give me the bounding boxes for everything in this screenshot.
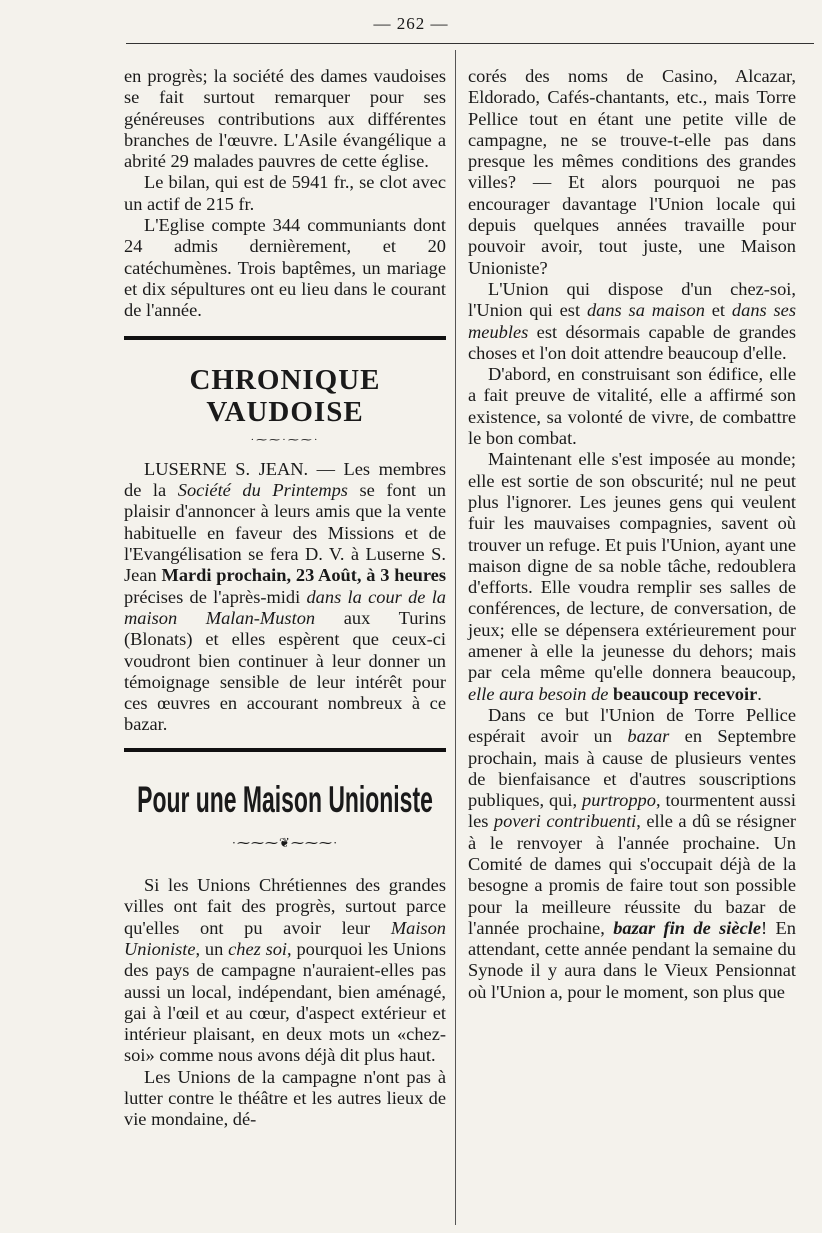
chronique-date: Mardi prochain, 23 Août, à 3 heures (161, 565, 446, 586)
bilan-paragraph: Le bilan, qui est de 5941 fr., se clot avec un actif de 215 fr. (124, 172, 446, 214)
right-text-2b: et (704, 300, 732, 321)
right-bazar-fin-de-siecle: bazar fin de siècle (613, 917, 762, 938)
right-dans-sa-maison: dans sa maison (586, 300, 705, 321)
right-paragraph-3: D'abord, en construisant son édifice, elle a fait preuve de vitalité, elle a affirmé son existence, sa volonté de vivre, de combattre le bon combat. (468, 364, 796, 449)
chronique-title: CHRONIQUE VAUDOISE (189, 363, 381, 428)
right-text-5d: , elle a dû se résigner à le renvoyer à l'année prochaine. Un Comité de dames qui s'occupait déjà de la besogne a promis de faire tout son possible pour la meilleure réussite du bazar de l'année prochaine, (468, 811, 796, 938)
right-dans-ses-meubles: dans ses meubles (468, 300, 797, 342)
intro-paragraph: en progrès; la société des dames vaudoises se fait surtout remarquer pour ses généreuses contributions aux différentes branches de l'œuvre. L'Asile évangélique a abrité 29 malades pauvres de cette église. (124, 66, 446, 172)
right-paragraph-2 (468, 279, 796, 364)
article-rule (124, 748, 446, 752)
chronique-text-4: aux Turins (Blonats) et elles espèrent que ceux-ci voudront bien continuer à leur donner un témoignage sensible de leur intérêt pour ces œuvres en accourant nombreux à ce bazar. (124, 607, 446, 735)
chronique-text-2: se font un plaisir d'annoncer à leurs amis que la vente habituelle en faveur des Missions et de l'Evangélisation se fera D. V. à Luserne S. Jean (124, 480, 446, 586)
right-bazar: bazar (627, 726, 670, 747)
article-text-1b: , un (195, 938, 229, 959)
article-chez-soi: chez soi (228, 938, 288, 959)
chronique-location: dans la cour de la maison Malan-Muston (124, 586, 447, 628)
right-aura-besoin: elle aura besoin de (468, 683, 609, 704)
page-number: — 262 — (373, 14, 449, 33)
right-paragraph-5 (468, 705, 796, 1003)
right-beaucoup-recevoir: beaucoup recevoir (608, 683, 758, 704)
communiants-paragraph: L'Eglise compte 344 communiants dont 24 admis dernièrement, et 20 catéchumènes. Trois baptêmes, un mariage et dix sépultures ont eu lieu dans le courant de l'année. (124, 215, 446, 321)
right-column (468, 66, 796, 1003)
right-paragraph-4 (468, 449, 796, 705)
header-rule (126, 43, 814, 44)
article-text-1c: , pourquoi les Unions des pays de campagne n'auraient-elles pas aussi un local, indépendant, bien aménagé, gai à l'œil et au cœur, d'aspect extérieur et intérieur plaisant, en deux mots un «chez-soi» comme nous avons déjà dit plus haut. (124, 938, 446, 1066)
chronique-text-3: précises de l'après-midi (124, 586, 307, 607)
right-text-5c: , tourmentent aussi les (468, 790, 796, 832)
column-divider (455, 50, 456, 1225)
right-purtroppo: purtroppo (582, 790, 656, 811)
article-ornament: ·⁓⁓⁓❦⁓⁓⁓· (231, 834, 339, 850)
right-paragraph-1: corés des noms de Casino, Alcazar, Eldorado, Cafés-chantants, etc., mais Torre Pellice tout en étant une petite ville de campagne, ne se trouve-t-elle pas dans presque les mêmes conditions des grandes villes? — Et alors pourquoi ne pas encourager davantage l'Union locale qui depuis quelques années travaille pour pouvoir avoir, tout juste, une Maison Unioniste? (468, 66, 796, 278)
chronique-text-1: LUSERNE S. JEAN. — Les membres de la (124, 458, 446, 501)
left-column (124, 66, 446, 1131)
article-maison-unioniste: Maison Unioniste (124, 917, 446, 959)
section-rule (124, 336, 446, 340)
right-text-2c: est désormais capable de grandes choses et l'on doit attendre beaucoup d'elle. (468, 321, 796, 363)
chronique-ornament: ·⁓⁓·⁓⁓· (250, 433, 320, 446)
chronique-society-name: Société du Printemps (177, 480, 348, 501)
right-text-2a: L'Union qui dispose d'un chez-soi, l'Union qui est (468, 278, 796, 321)
article-paragraph-1 (124, 875, 446, 1067)
article-paragraph-2: Les Unions de la campagne n'ont pas à lutter contre le théâtre et les autres lieux de vie mondaine, dé- (124, 1066, 446, 1130)
right-text-5b: en Septembre prochain, mais à cause de plusieurs ventes de bienfaisance et d'autres souscriptions publiques, qui, (468, 726, 797, 811)
right-text-4end: . (757, 683, 762, 704)
right-text-5e: ! En attendant, cette année pendant la semaine du Synode il y aura dans le Vieux Pensionnat où l'Union a, pour le moment, son plus que (468, 917, 796, 1002)
article-title: Pour une Maison Unioniste (137, 778, 433, 820)
right-text-4a: Maintenant elle s'est imposée au monde; elle est sortie de son obscurité; nul ne peut plus l'ignorer. Les jeunes gens qui veulent fuir les mauvaises compagnies, savent où trouver un refuge. Et puis l'Union, ayant une maison digne de sa noble tâche, redoublera d'efforts. Elle voudra remplir ses salles de conférences, de lecture, de conversation, de jeux; elle se dépensera extérieurement pour amener à elle la jeunesse du dehors; mais par cela même qu'elle donnera beaucoup, (468, 449, 796, 683)
chronique-paragraph (124, 459, 446, 736)
right-text-5a: Dans ce but l'Union de Torre Pellice espérait avoir un (468, 704, 796, 747)
right-poveri-contribuenti: poveri contribuenti (493, 811, 637, 832)
article-text-1a: Si les Unions Chrétiennes des grandes villes ont fait des progrès, surtout parce qu'elles ont pu avoir leur (124, 875, 446, 938)
